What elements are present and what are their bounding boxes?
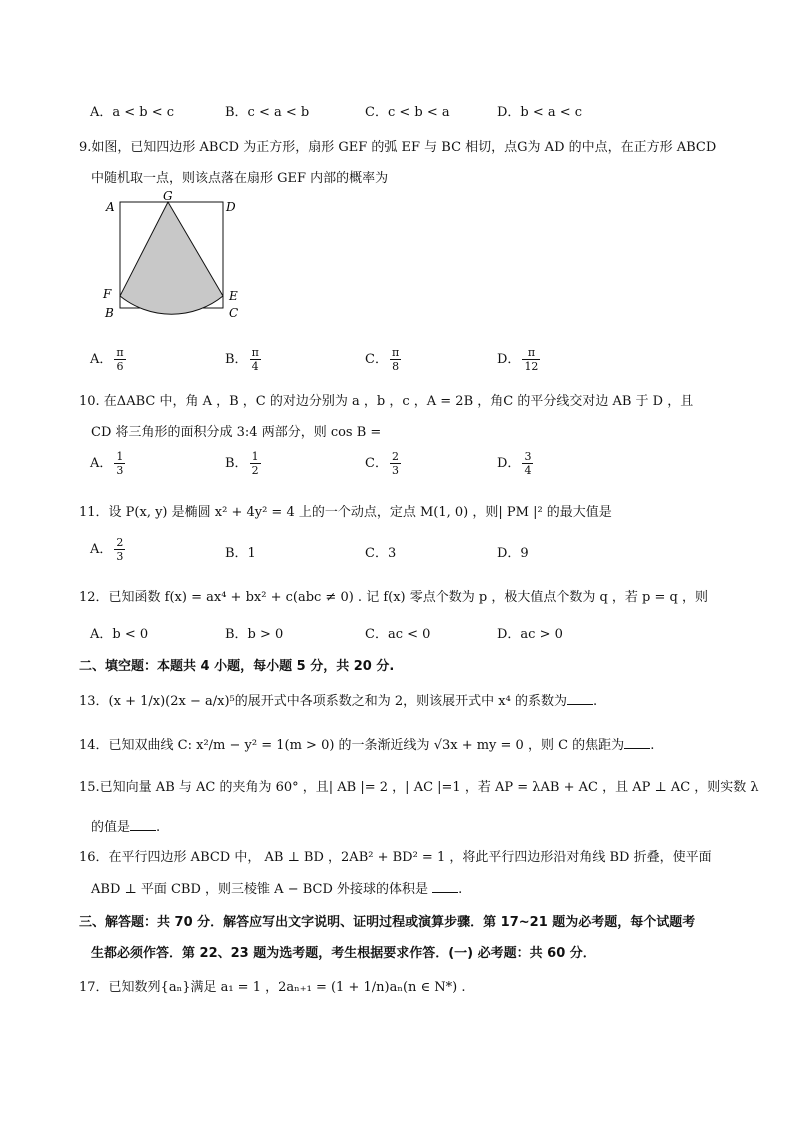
q17-text: 17．已知数列{aₙ}满足 a₁ = 1 ，2aₙ₊₁ = (1 + 1/n)aₙ(n ∈ N*) . bbox=[79, 980, 466, 995]
q14-blank bbox=[624, 738, 650, 749]
q8-option-a: A．a < b < c bbox=[90, 105, 175, 120]
q10-option-a: A． $\frac{1}{3}$ bbox=[90, 450, 124, 477]
q11-option-b: B．1 bbox=[225, 546, 256, 561]
q9-option-b: B． $\frac{\pi}{4}$ bbox=[225, 346, 259, 373]
q9-option-a: A． $\frac{\pi}{6}$ bbox=[90, 346, 124, 373]
q11-text: 11．设 P(x, y) 是椭圆 x² + 4y² = 4 上的一个动点，定点 M(1, 0) ，则| PM |² 的最大值是 bbox=[79, 505, 612, 520]
section-2-heading: 二、填空题：本题共 4 小题，每小题 5 分，共 20 分. bbox=[79, 659, 395, 674]
q11-option-c: C．3 bbox=[365, 546, 397, 561]
q9-text-line2: 中随机取一点，则该点落在扇形 GEF 内部的概率为 bbox=[91, 171, 389, 186]
label-f: F bbox=[103, 287, 112, 301]
q14-text: 14．已知双曲线 C: x²/m − y² = 1(m > 0) 的一条渐近线为 √3x + my = 0 ，则 C 的焦距为 . bbox=[79, 738, 655, 753]
label-b: B bbox=[105, 306, 114, 320]
q16-text-line2: ABD ⊥ 平面 CBD ，则三棱锥 A − BCD 外接球的体积是 . bbox=[91, 882, 463, 897]
q8-option-b: B．c < a < b bbox=[225, 105, 310, 120]
q8-option-d: D．b < a < c bbox=[497, 105, 583, 120]
section-3-heading-line2: 生都必须作答．第 22、23 题为选考题，考生根据要求作答．(一) 必考题：共 60 分． bbox=[91, 946, 596, 961]
q9-option-c: C． $\frac{\pi}{8}$ bbox=[365, 346, 400, 373]
q12-option-b: B．b > 0 bbox=[225, 627, 284, 642]
q10-text-line1: 10. 在ΔABC 中，角 A ，B ，C 的对边分别为 a ，b ，c ，A = 2B ，角C 的平分线交对边 AB 于 D ，且 bbox=[79, 394, 694, 409]
q13-expression: (x + 1/x)(2x − a/x)⁵ bbox=[108, 694, 235, 709]
q11-option-a: A． $\frac{2}{3}$ bbox=[90, 536, 124, 563]
q10-text-line2: CD 将三角形的面积分成 3:4 两部分，则 cos B = bbox=[91, 425, 382, 440]
label-d: D bbox=[226, 200, 236, 214]
q12-option-c: C．ac < 0 bbox=[365, 627, 431, 642]
q10-option-b: B． $\frac{1}{2}$ bbox=[225, 450, 259, 477]
label-g: G bbox=[163, 190, 173, 203]
q12-text: 12．已知函数 f(x) = ax⁴ + bx² + c(abc ≠ 0) . 记 f(x) 零点个数为 p ，极大值点个数为 q ，若 p = q ，则 bbox=[79, 590, 708, 605]
q10-option-d: D． $\frac{3}{4}$ bbox=[497, 450, 532, 477]
q12-option-d: D．ac > 0 bbox=[497, 627, 563, 642]
q15-blank bbox=[130, 820, 156, 831]
q11-option-d: D．9 bbox=[497, 546, 529, 561]
q16-text-line1: 16．在平行四边形 ABCD 中， AB ⊥ BD ，2AB² + BD² = 1 ，将此平行四边形沿对角线 BD 折叠，使平面 bbox=[79, 850, 712, 865]
q15-text-line1: 15.已知向量 AB 与 AC 的夹角为 60° ，且| AB |= 2 ，| AC |=1 ，若 AP = λAB + AC ，且 AP ⊥ AC ，则实数 λ bbox=[79, 780, 759, 795]
label-e: E bbox=[229, 289, 238, 303]
q8-option-c: C．c < b < a bbox=[365, 105, 450, 120]
q15-text-line2: 的值是 . bbox=[91, 820, 161, 835]
q10-option-c: C． $\frac{2}{3}$ bbox=[365, 450, 399, 477]
label-a: A bbox=[106, 200, 115, 214]
q13-text: 13．(x + 1/x)(2x − a/x)⁵的展开式中各项系数之和为 2，则该展开式中 x⁴ 的系数为 . bbox=[79, 694, 598, 709]
q16-blank bbox=[432, 882, 458, 893]
q13-blank bbox=[567, 694, 593, 705]
q9-figure bbox=[100, 190, 250, 325]
q9-option-d: D． $\frac{\pi}{12}$ bbox=[497, 346, 539, 373]
q9-text-line1: 9.如图，已知四边形 ABCD 为正方形，扇形 GEF 的弧 EF 与 BC 相切，点G为 AD 的中点，在正方形 ABCD bbox=[79, 140, 717, 155]
q12-option-a: A．b < 0 bbox=[90, 627, 149, 642]
section-3-heading-line1: 三、解答题：共 70 分．解答应写出文字说明、证明过程或演算步骤．第 17~21 题为必考题，每个试题考 bbox=[79, 915, 696, 930]
label-c: C bbox=[229, 306, 239, 320]
sector-gef bbox=[120, 202, 223, 314]
